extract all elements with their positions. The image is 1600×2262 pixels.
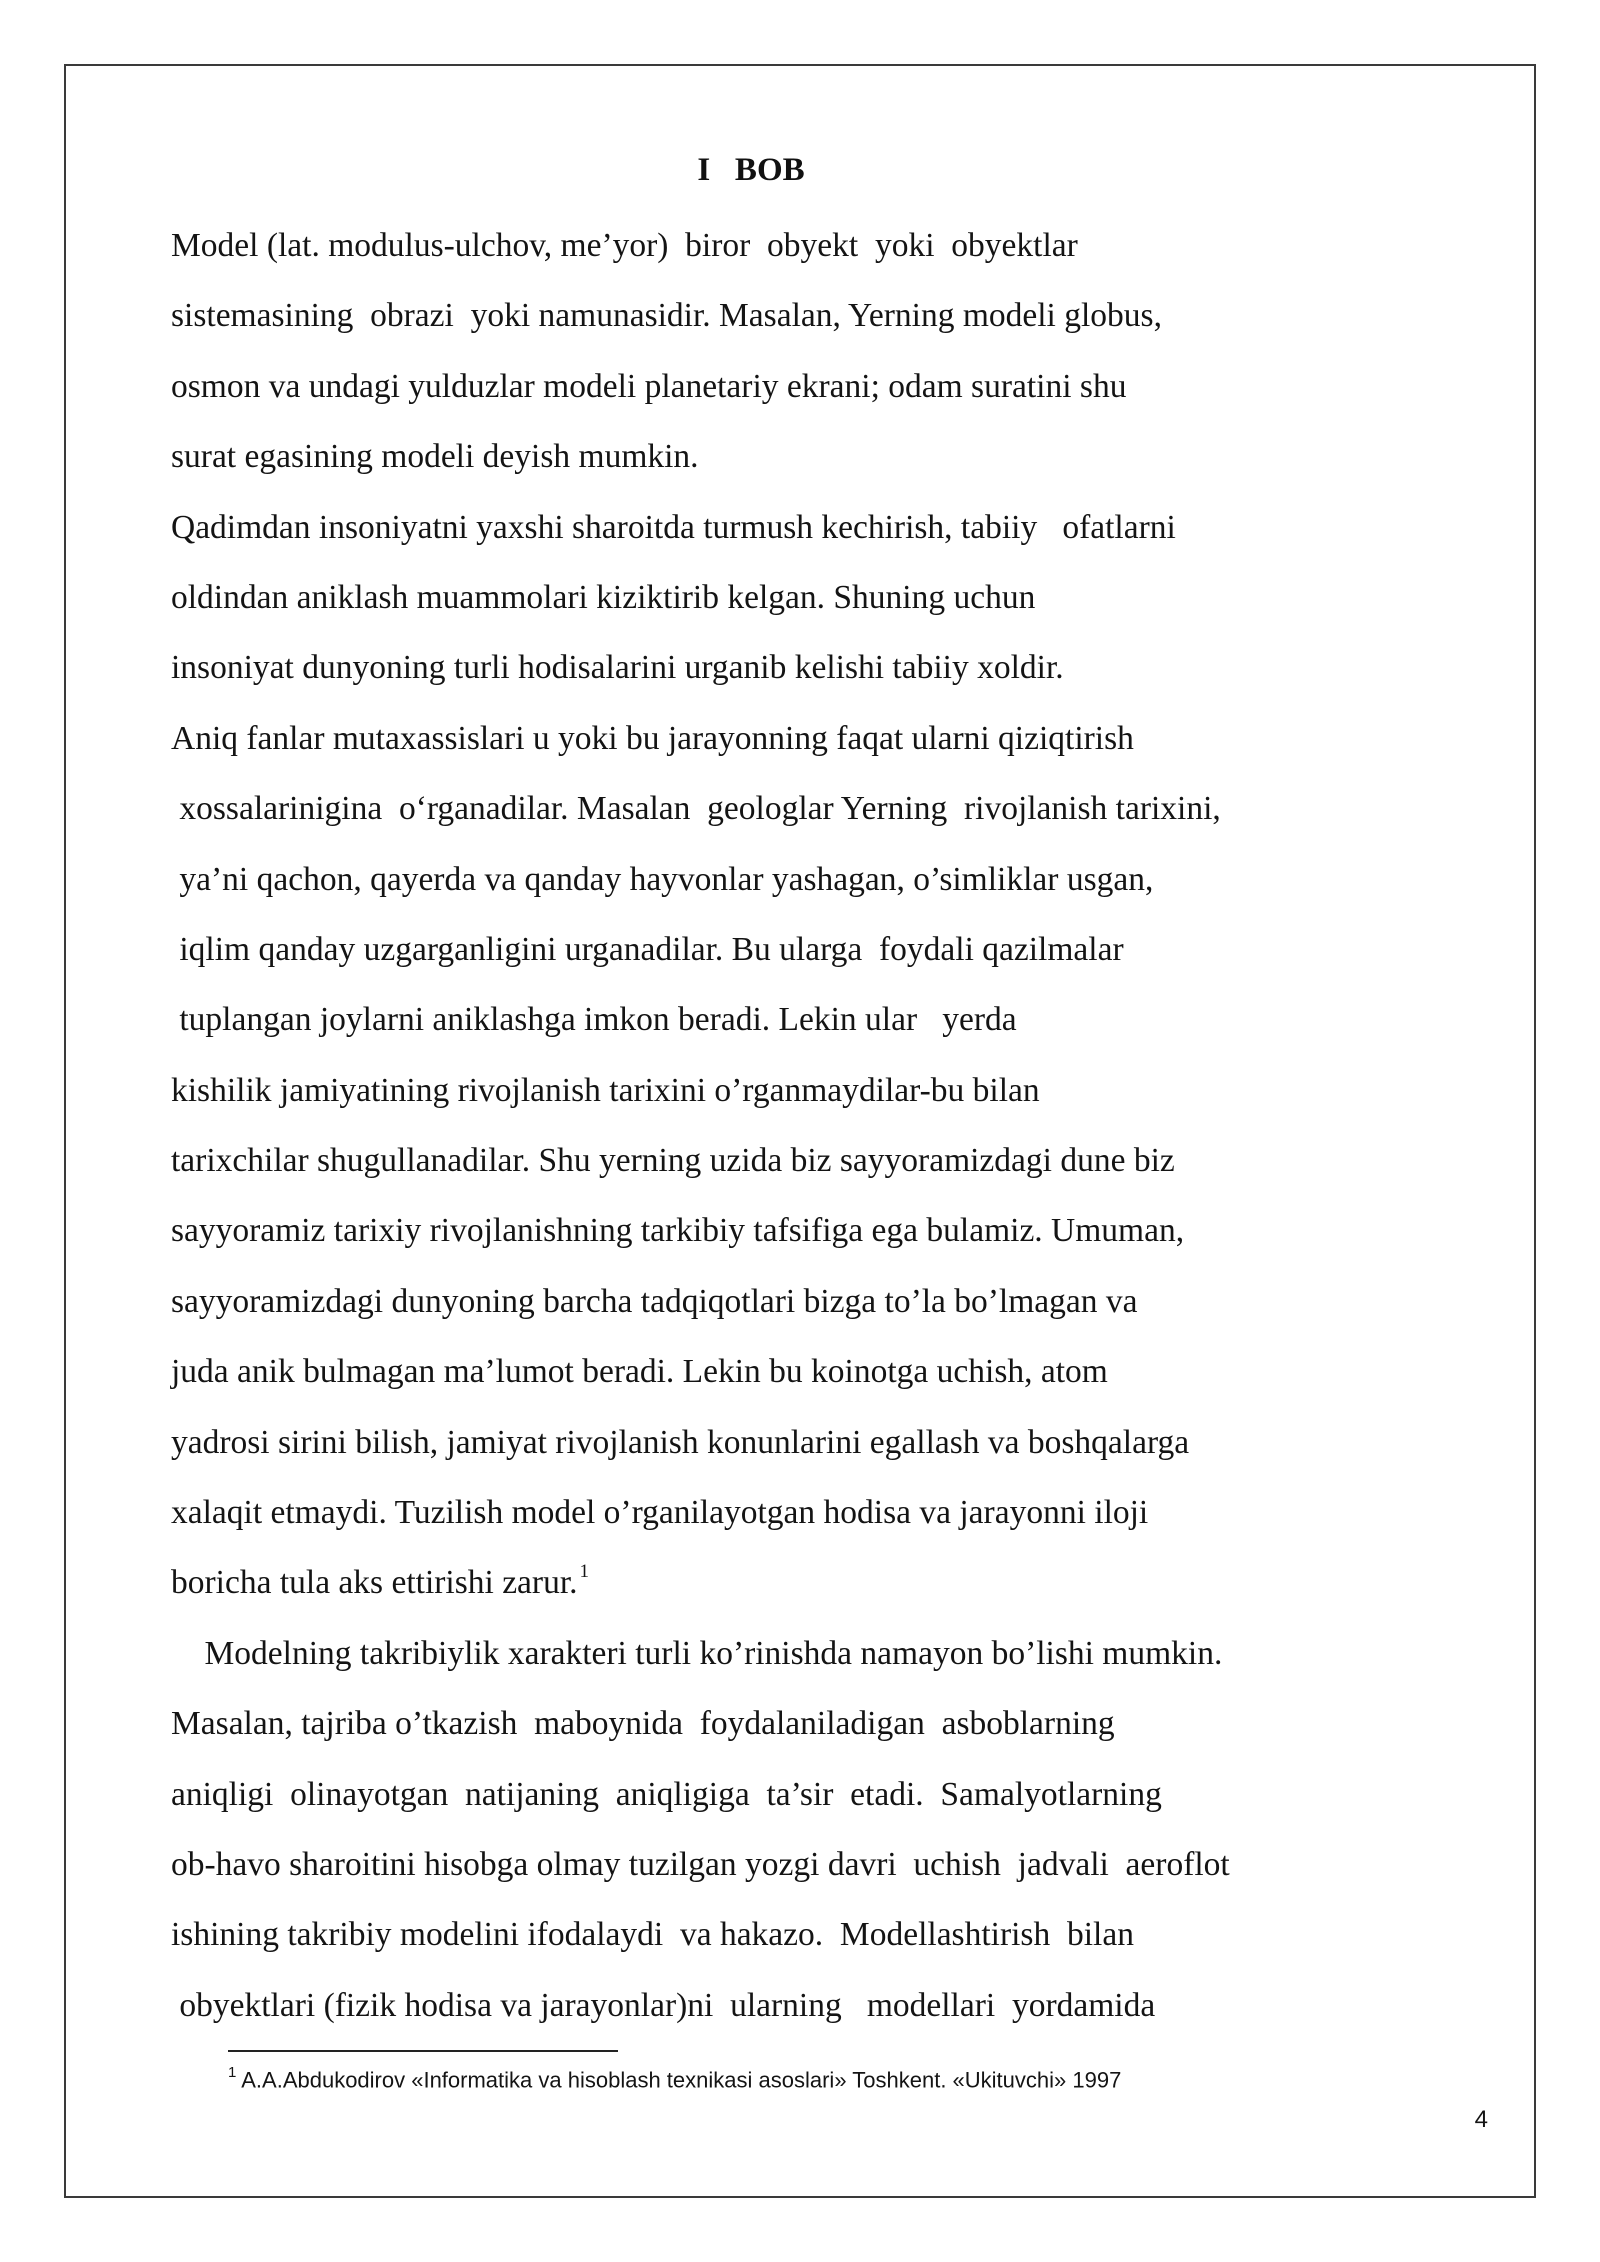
footnote-marker: 1 — [228, 2064, 237, 2081]
text-line: sistemasining obrazi yoki namunasidir. Masalan, Yerning modeli globus, — [171, 297, 1162, 335]
text-line: kishilik jamiyatining rivojlanish tarixini o’rganmaydilar-bu bilan — [171, 1071, 1040, 1109]
text-line: xossalarinigina o‘rganadilar. Masalan geologlar Yerning rivojlanish tarixini, — [171, 790, 1221, 828]
text-line: surat egasining modeli deyish mumkin. — [171, 438, 699, 476]
text-line: aniqligi olinayotgan natijaning aniqligiga ta’sir etadi. Samalyotlarning — [171, 1775, 1162, 1813]
text-line: obyektlari (fizik hodisa va jarayonlar)ni ularning modellari yordamida — [171, 1986, 1156, 2024]
text-line: iqlim qanday uzgarganligini urganadilar. Bu ularga foydali qazilmalar — [171, 930, 1124, 968]
footnote — [228, 2066, 1121, 2093]
footnote-separator — [228, 2050, 618, 2052]
text-line: xalaqit etmaydi. Tuzilish model o’rganilayotgan hodisa va jarayonni iloji — [171, 1494, 1149, 1532]
text-line: Qadimdan insoniyatni yaxshi sharoitda turmush kechirish, tabiiy ofatlarni — [171, 508, 1176, 546]
text-line: yadrosi sirini bilish, jamiyat rivojlanish konunlarini egallash va boshqalarga — [171, 1423, 1190, 1461]
text-line: sayyoramizdagi dunyoning barcha tadqiqotlari bizga to’la bo’lmagan va — [171, 1282, 1138, 1320]
text-line: Aniq fanlar mutaxassislari u yoki bu jarayonning faqat ularni qiziqtirish — [171, 719, 1134, 757]
text-line: sayyoramiz tarixiy rivojlanishning tarkibiy tafsifiga ega bulamiz. Umuman, — [171, 1212, 1185, 1250]
text-line: osmon va undagi yulduzlar modeli planetariy ekrani; odam suratini shu — [171, 367, 1127, 405]
text-line: ya’ni qachon, qayerda va qanday hayvonlar yashagan, o’simliklar usgan, — [171, 860, 1154, 898]
text-line: ob-havo sharoitini hisobga olmay tuzilgan yozgi davri uchish jadvali aeroflot — [171, 1845, 1230, 1883]
footnote-text: A.A.Abdukodirov «Informatika va hisoblash texnikasi asoslari» Toshkent. «Ukituvchi» 1997 — [236, 2067, 1122, 2093]
text-line: juda anik bulmagan ma’lumot beradi. Lekin bu koinotga uchish, atom — [171, 1353, 1108, 1391]
page-number: 4 — [1474, 2106, 1488, 2133]
text-line: Model (lat. modulus-ulchov, me’yor) biror obyekt yoki obyektlar — [171, 227, 1078, 264]
body-text — [171, 214, 1381, 2044]
text-line: tuplangan joylarni aniklashga imkon beradi. Lekin ular yerda — [171, 1001, 1017, 1039]
text-line: tarixchilar shugullanadilar. Shu yerning uzida biz sayyoramizdagi dune biz — [171, 1142, 1175, 1180]
footnote-reference[interactable]: 1 — [579, 1561, 590, 1583]
text-line-content: boricha tula aks ettirishi zarur. — [171, 1564, 578, 1602]
text-line: ishining takribiy modelini ifodalaydi va hakazo. Modellashtirish bilan — [171, 1916, 1134, 1954]
text-line — [171, 1551, 1381, 1621]
text-line: Masalan, tajriba o’tkazish maboynida foydalaniladigan asboblarning — [171, 1705, 1115, 1743]
text-line: insoniyat dunyoning turli hodisalarini urganib kelishi tabiiy xoldir. — [171, 649, 1064, 687]
chapter-heading: I BOB — [697, 152, 805, 188]
text-line: Modelning takribiylik xarakteri turli ko’rinishda namayon bo’lishi mumkin. — [171, 1634, 1223, 1672]
text-line: oldindan aniklash muammolari kiziktirib kelgan. Shuning uchun — [171, 578, 1036, 616]
